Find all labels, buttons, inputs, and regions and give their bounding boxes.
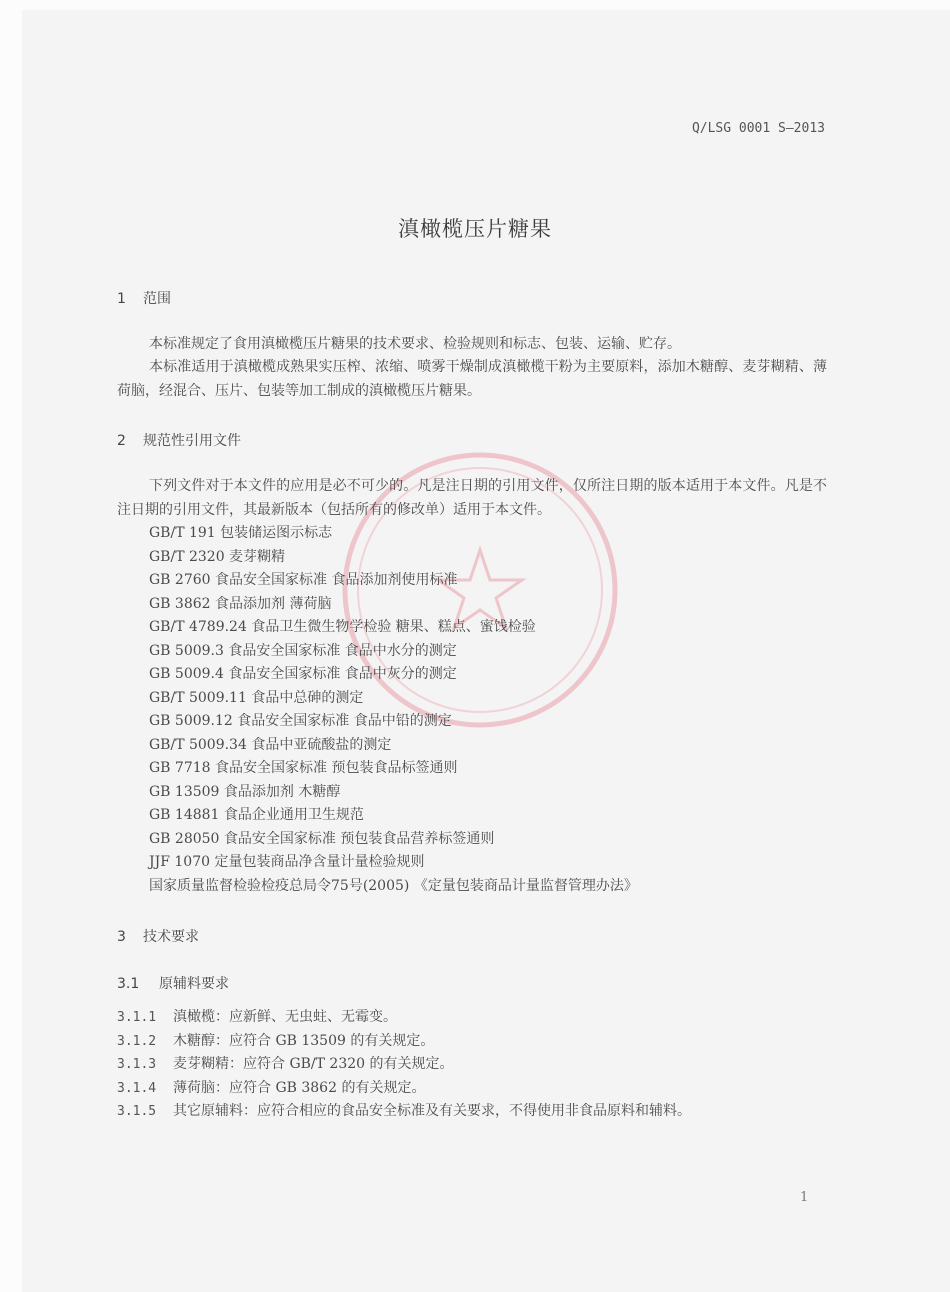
requirement-item	[117, 1053, 691, 1077]
reference-item: GB 2760 食品安全国家标准 食品添加剂使用标准	[149, 572, 458, 588]
reference-item: 国家质量监督检验检疫总局令75号(2005) 《定量包装商品计量监督管理办法》	[149, 877, 638, 894]
reference-item: GB 13509 食品添加剂 木糖醇	[149, 783, 341, 800]
reference-item: GB/T 4789.24 食品卫生微生物学检验 糖果、糕点、蜜饯检验	[149, 619, 536, 635]
clause-text: 滇橄榄：应新鲜、无虫蛀、无霉变。	[173, 1009, 397, 1025]
reference-item: GB 7718 食品安全国家标准 预包装食品标签通则	[149, 760, 458, 776]
requirement-list	[117, 1006, 691, 1124]
clause-number: 3.1.1	[117, 1010, 157, 1025]
subsection-number: 3.1	[117, 976, 140, 992]
subsection-heading-raw-materials	[117, 973, 229, 993]
section-heading-normative-references	[117, 430, 241, 450]
section-number: 2	[117, 433, 126, 449]
section-heading-technical-requirements	[117, 926, 199, 946]
reference-item: JJF 1070 定量包装商品净含量计量检验规则	[149, 854, 425, 870]
scope-paragraph-1: 本标准规定了食用滇橄榄压片糖果的技术要求、检验规则和标志、包装、运输、贮存。	[149, 336, 681, 352]
clause-text: 薄荷脑：应符合 GB 3862 的有关规定。	[173, 1079, 426, 1096]
section-number: 3	[117, 929, 126, 945]
subsection-title: 原辅料要求	[159, 976, 229, 992]
clause-text: 木糖醇：应符合 GB 13509 的有关规定。	[173, 1032, 435, 1049]
reference-item: GB/T 5009.11 食品中总砷的测定	[149, 689, 364, 706]
section-title: 技术要求	[143, 929, 199, 945]
reference-list	[149, 522, 638, 898]
reference-item: GB 5009.3 食品安全国家标准 食品中水分的测定	[149, 642, 457, 659]
section-title: 范围	[143, 291, 171, 307]
clause-number: 3.1.5	[117, 1104, 157, 1119]
reference-item: GB 14881 食品企业通用卫生规范	[149, 807, 364, 823]
section-heading-scope	[117, 288, 171, 308]
clause-text: 麦芽糊精：应符合 GB/T 2320 的有关规定。	[173, 1056, 454, 1072]
scope-paragraph-2: 本标准适用于滇橄榄成熟果实压榨、浓缩、喷雾干燥制成滇橄榄干粉为主要原料，添加木糖醇、麦芽糊精、薄荷脑，经混合、压片、包装等加工制成的滇橄榄压片糖果。	[117, 359, 827, 399]
reference-item: GB/T 2320 麦芽糊精	[149, 548, 286, 565]
requirement-item	[117, 1006, 691, 1030]
reference-item: GB/T 5009.34 食品中亚硫酸盐的测定	[149, 736, 392, 753]
reference-item: GB 28050 食品安全国家标准 预包装食品营养标签通则	[149, 830, 495, 847]
reference-item: GB/T 191 包装储运图示标志	[149, 525, 333, 541]
references-intro-paragraph: 下列文件对于本文件的应用是必不可少的。凡是注日期的引用文件，仅所注日期的版本适用于本文件。凡是不注日期的引用文件，其最新版本（包括所有的修改单）适用于本文件。	[117, 478, 827, 518]
clause-text: 其它原辅料：应符合相应的食品安全标准及有关要求，不得使用非食品原料和辅料。	[173, 1103, 691, 1119]
reference-item: GB 3862 食品添加剂 薄荷脑	[149, 595, 332, 612]
clause-number: 3.1.3	[117, 1057, 157, 1072]
document-code: Q/LSG 0001 S—2013	[691, 121, 825, 136]
section-title: 规范性引用文件	[143, 433, 241, 449]
reference-item: GB 5009.4 食品安全国家标准 食品中灰分的测定	[149, 666, 457, 682]
clause-number: 3.1.2	[117, 1033, 157, 1049]
requirement-item	[117, 1030, 691, 1054]
document-title: 滇橄榄压片糖果	[398, 217, 552, 241]
clause-number: 3.1.4	[117, 1080, 157, 1096]
reference-item: GB 5009.12 食品安全国家标准 食品中铅的测定	[149, 713, 452, 729]
section-number: 1	[117, 291, 126, 307]
page-number: 1	[800, 1190, 809, 1205]
requirement-item	[117, 1077, 691, 1101]
requirement-item	[117, 1100, 691, 1124]
